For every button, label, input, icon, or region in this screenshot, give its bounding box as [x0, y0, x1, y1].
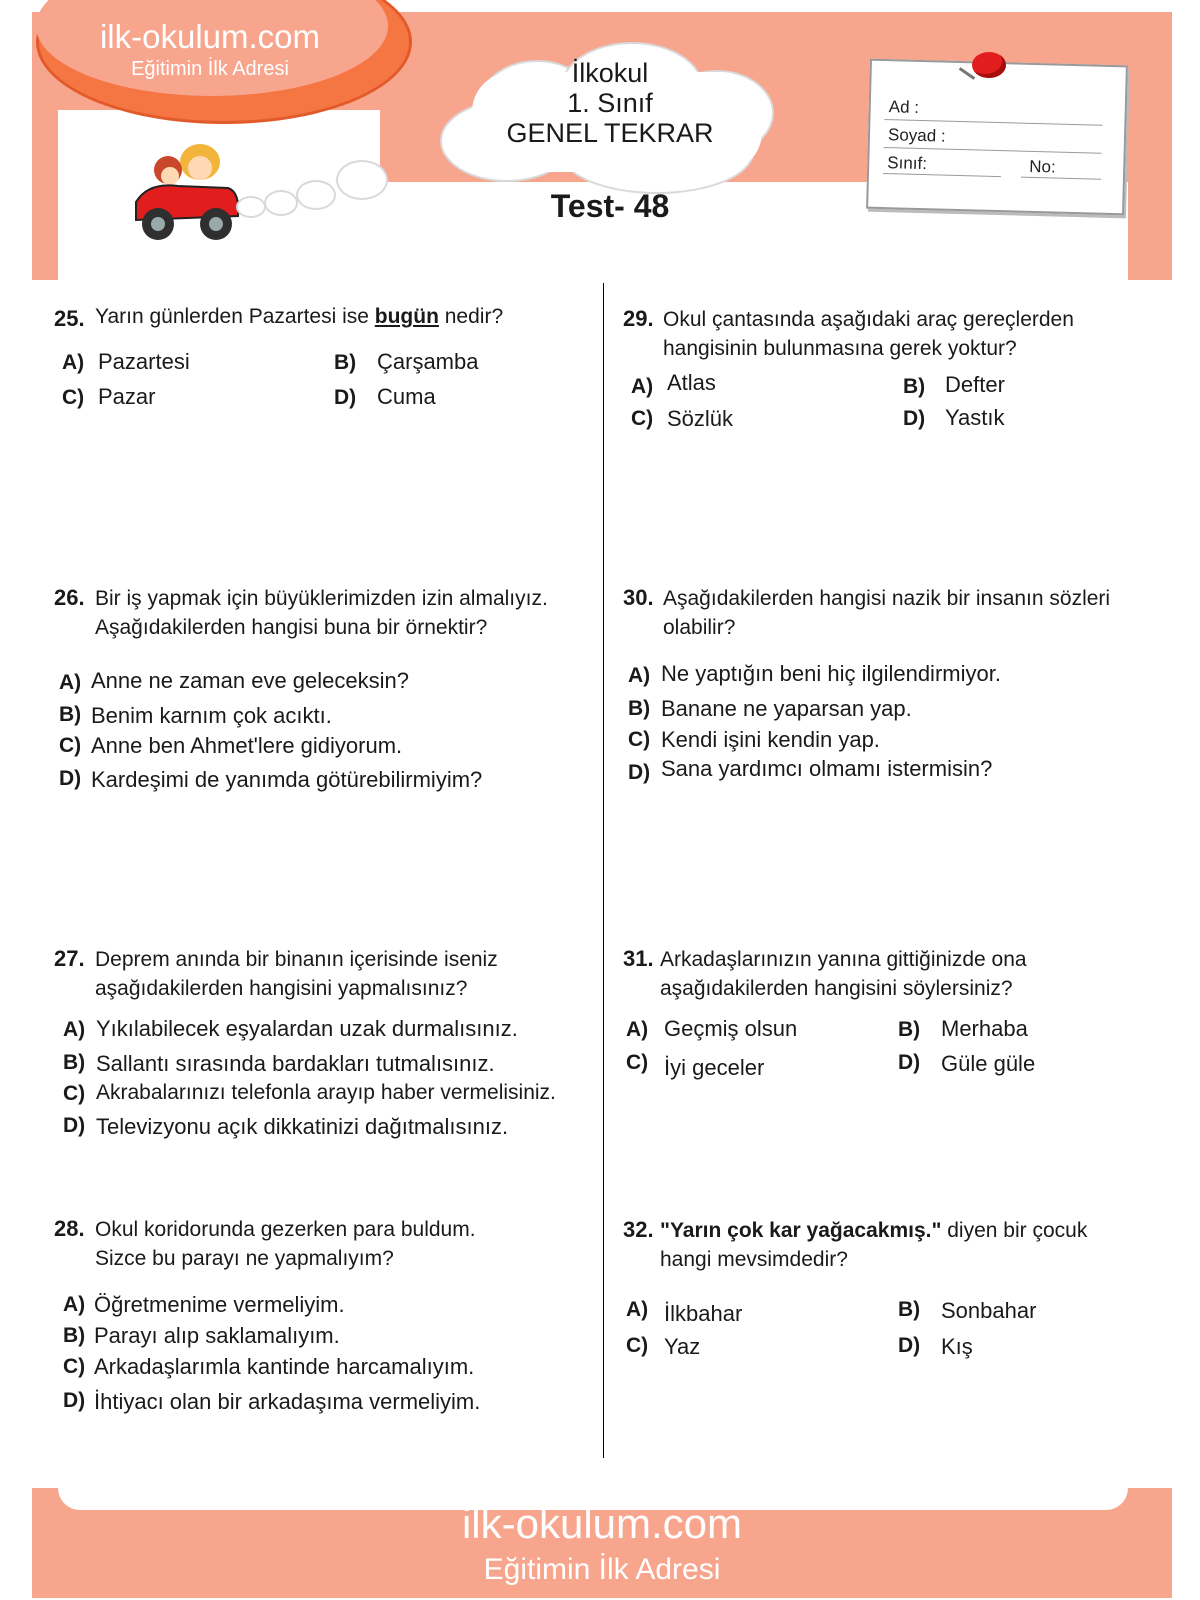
q26-line2: Aşağıdakilerden hangisi buna bir örnektir? — [95, 616, 488, 639]
q27-number: 27. — [54, 946, 85, 971]
q28-option-b[interactable]: Parayı alıp saklamalıyım. — [94, 1323, 340, 1348]
q30-option-d[interactable]: Sana yardımcı olmamı istermisin? — [661, 756, 993, 781]
q30-b-letter: B) — [628, 697, 651, 720]
q32-d-letter: D) — [898, 1334, 921, 1357]
test-number: Test- 48 — [550, 188, 670, 224]
q26-option-d[interactable]: Kardeşimi de yanımda götürebilirmiyim? — [91, 767, 483, 792]
q25-a-letter: A) — [62, 351, 85, 374]
q30-number: 30. — [623, 585, 654, 610]
q28-option-c[interactable]: Arkadaşlarımla kantinde harcamalıyım. — [94, 1354, 475, 1379]
q29-line2: hangisinin bulunmasına gerek yoktur? — [663, 337, 1017, 360]
column-divider — [603, 283, 604, 1458]
q25-option-b[interactable]: Çarşamba — [377, 349, 479, 374]
footer-site-name: ilk-okulum.com — [461, 1500, 743, 1547]
q32-c-letter: C) — [626, 1334, 649, 1357]
q30-a-letter: A) — [628, 664, 651, 687]
pin-icon — [972, 52, 1006, 78]
q30-d-letter: D) — [628, 761, 651, 784]
q27-option-c[interactable]: Akrabalarınızı telefonla arayıp haber vermelisiniz. — [96, 1081, 556, 1104]
q27-line1: Deprem anında bir binanın içerisinde iseniz — [95, 948, 498, 971]
q31-d-letter: D) — [898, 1051, 921, 1074]
q32-line1: "Yarın çok kar yağacakmış." diyen bir çocuk — [660, 1219, 1088, 1242]
q29-number: 29. — [623, 306, 654, 331]
q28-number: 28. — [54, 1216, 85, 1241]
q27-option-d[interactable]: Televizyonu açık dikkatinizi dağıtmalısınız. — [96, 1114, 509, 1139]
q27-line2: aşağıdakilerden hangisini yapmalısınız? — [95, 977, 468, 1000]
q29-option-d[interactable]: Yastık — [945, 405, 1005, 430]
q26-b-letter: B) — [59, 703, 82, 726]
q29-c-letter: C) — [631, 407, 654, 430]
q29-d-letter: D) — [903, 407, 926, 430]
q32-option-b[interactable]: Sonbahar — [941, 1298, 1037, 1323]
q31-option-a[interactable]: Geçmiş olsun — [664, 1016, 798, 1041]
q27-a-letter: A) — [63, 1018, 86, 1041]
q31-c-letter: C) — [626, 1051, 649, 1074]
q32-option-c[interactable]: Yaz — [664, 1334, 701, 1359]
q28-b-letter: B) — [63, 1324, 86, 1347]
logo-site-name: ilk-okulum.com — [99, 18, 321, 55]
q32-line2: hangi mevsimdedir? — [660, 1248, 848, 1271]
number-label: No: — [1028, 156, 1056, 177]
q30-option-c[interactable]: Kendi işini kendin yap. — [661, 727, 880, 752]
q30-option-a[interactable]: Ne yaptığın beni hiç ilgilendirmiyor. — [661, 661, 1001, 686]
q29-option-b[interactable]: Defter — [945, 372, 1005, 397]
q31-option-c[interactable]: İyi geceler — [664, 1055, 765, 1080]
q31-number: 31. — [623, 946, 654, 971]
name-label: Ad : — [888, 97, 920, 117]
q29-option-c[interactable]: Sözlük — [667, 406, 734, 431]
q29-option-a[interactable]: Atlas — [667, 370, 716, 395]
q31-b-letter: B) — [898, 1018, 921, 1041]
q29-line1: Okul çantasında aşağıdaki araç gereçlerden — [663, 308, 1074, 331]
q26-d-letter: D) — [59, 767, 82, 790]
name-card — [866, 59, 1128, 216]
q30-option-b[interactable]: Banane ne yaparsan yap. — [661, 696, 912, 721]
q28-option-a[interactable]: Öğretmenime vermeliyim. — [94, 1292, 345, 1317]
q25-option-a[interactable]: Pazartesi — [98, 349, 190, 374]
q26-option-c[interactable]: Anne ben Ahmet'lere gidiyorum. — [91, 733, 403, 758]
q26-option-b[interactable]: Benim karnım çok acıktı. — [91, 703, 332, 728]
q26-c-letter: C) — [59, 734, 82, 757]
q26-option-a[interactable]: Anne ne zaman eve geleceksin? — [91, 668, 409, 693]
q29-b-letter: B) — [903, 375, 926, 398]
q26-number: 26. — [54, 585, 85, 610]
q28-option-d[interactable]: İhtiyacı olan bir arkadaşıma vermeliyim. — [94, 1389, 481, 1414]
q28-a-letter: A) — [63, 1293, 86, 1316]
q27-option-a[interactable]: Yıkılabilecek eşyalardan uzak durmalısınız. — [96, 1016, 518, 1041]
q31-option-b[interactable]: Merhaba — [941, 1016, 1028, 1041]
footer-tagline: Eğitimin İlk Adresi — [483, 1553, 721, 1586]
q32-option-d[interactable]: Kış — [941, 1334, 973, 1359]
q28-c-letter: C) — [63, 1355, 86, 1378]
q32-a-letter: A) — [626, 1298, 649, 1321]
q26-line1: Bir iş yapmak için büyüklerimizden izin almalıyız. — [95, 587, 548, 610]
q32-option-a[interactable]: İlkbahar — [664, 1301, 743, 1326]
q25-d-letter: D) — [334, 386, 357, 409]
q28-line1: Okul koridorunda gezerken para buldum. — [95, 1218, 476, 1241]
q27-c-letter: C) — [63, 1082, 86, 1105]
q25-text: Yarın günlerden Pazartesi ise bugün nedir? — [95, 305, 504, 328]
title-subject: GENEL TEKRAR — [506, 118, 714, 148]
class-label: Sınıf: — [887, 153, 928, 174]
logo-tagline: Eğitimin İlk Adresi — [131, 58, 289, 80]
q29-a-letter: A) — [631, 375, 654, 398]
q27-b-letter: B) — [63, 1051, 86, 1074]
title-school: İlkokul — [571, 58, 649, 88]
title-grade: 1. Sınıf — [567, 88, 653, 118]
q32-b-letter: B) — [898, 1298, 921, 1321]
q25-option-c[interactable]: Pazar — [98, 384, 156, 409]
car-illustration — [128, 132, 248, 252]
q31-a-letter: A) — [626, 1018, 649, 1041]
q32-number: 32. — [623, 1217, 654, 1242]
q25-number: 25. — [54, 306, 85, 331]
surname-label: Soyad : — [887, 125, 946, 146]
q27-d-letter: D) — [63, 1114, 86, 1137]
q31-line1: Arkadaşlarınızın yanına gittiğinizde ona — [660, 948, 1027, 971]
header-right-band — [1130, 12, 1172, 280]
q25-option-d[interactable]: Cuma — [377, 384, 436, 409]
q30-line2: olabilir? — [663, 616, 736, 639]
q31-line2: aşağıdakilerden hangisini söylersiniz? — [660, 977, 1013, 1000]
q28-d-letter: D) — [63, 1389, 86, 1412]
q30-line1: Aşağıdakilerden hangisi nazik bir insanın sözleri — [663, 587, 1111, 610]
q30-c-letter: C) — [628, 728, 651, 751]
q28-line2: Sizce bu parayı ne yapmalıyım? — [95, 1247, 394, 1270]
q27-option-b[interactable]: Sallantı sırasında bardakları tutmalısınız. — [96, 1051, 495, 1076]
q25-c-letter: C) — [62, 386, 85, 409]
q31-option-d[interactable]: Güle güle — [941, 1051, 1036, 1076]
q26-a-letter: A) — [59, 671, 82, 694]
q25-b-letter: B) — [334, 351, 357, 374]
